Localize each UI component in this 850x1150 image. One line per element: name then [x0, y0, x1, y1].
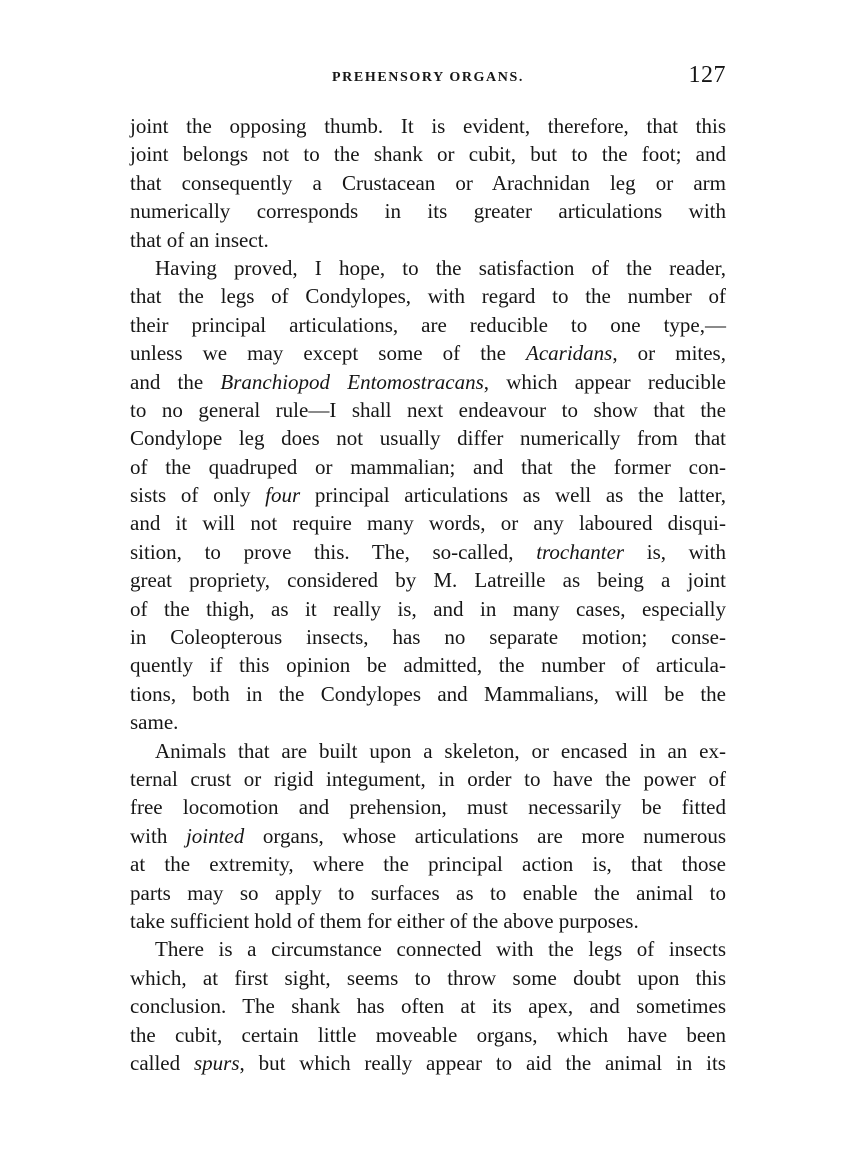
italic-term: Branchiopod Entomostracans — [220, 369, 484, 394]
page-number: 127 — [688, 62, 726, 88]
text-line: There is a circumstance connected with the legs of insects — [155, 937, 726, 962]
text-line: quently if this opinion be admitted, the number of articula- — [130, 653, 726, 678]
text-line: that consequently a Crustacean or Arachnidan leg or arm — [130, 170, 726, 195]
text-line — [130, 1049, 726, 1077]
text-line: free locomotion and prehension, must necessarily be fitted — [130, 795, 726, 820]
text-line — [130, 822, 726, 850]
paragraph-1 — [130, 112, 726, 254]
paragraph-4 — [130, 935, 726, 1077]
text-line: which, at first sight, seems to throw some doubt upon this — [130, 965, 726, 990]
text-run: sists of only — [130, 483, 266, 508]
running-head — [130, 62, 726, 92]
paragraph-3 — [130, 737, 726, 936]
text-line: conclusion. The shank has often at its apex, and sometimes — [130, 994, 726, 1019]
italic-term: four — [265, 483, 301, 508]
text-line — [130, 538, 726, 566]
body-text — [130, 112, 726, 1077]
text-run: called — [130, 1050, 194, 1075]
text-run: , which appear reducible — [483, 369, 727, 394]
italic-term: jointed — [185, 823, 245, 848]
text-line: of the thigh, as it really is, and in many cases, especially — [130, 596, 726, 621]
text-line: Condylope leg does not usually differ numerically from that — [130, 426, 726, 451]
text-line: at the extremity, where the principal action is, that those — [130, 852, 726, 877]
text-line: same. — [130, 710, 179, 735]
text-line: and it will not require many words, or any laboured disqui- — [130, 511, 726, 536]
text-line: joint the opposing thumb. It is evident, therefore, that this — [130, 114, 726, 138]
text-run: with — [130, 823, 186, 848]
text-run: and the — [130, 369, 221, 394]
italic-term: Acaridans — [526, 341, 613, 366]
paragraph-2 — [130, 254, 726, 737]
text-line: take sufficient hold of them for either of the above purposes. — [130, 908, 639, 933]
text-line: their principal articulations, are reducible to one type,— — [130, 312, 726, 337]
text-line: that the legs of Condylopes, with regard to the number of — [130, 284, 726, 309]
text-line: of the quadruped or mammalian; and that the former con- — [130, 454, 726, 479]
text-line — [130, 481, 726, 509]
text-line: great propriety, considered by M. Latreille as being a joint — [130, 568, 726, 593]
text-line: ternal crust or rigid integument, in order to have the power of — [130, 766, 726, 791]
text-run: principal articulations as well as the latter, — [300, 483, 726, 508]
text-run: unless we may except some of the — [130, 341, 526, 366]
text-line: parts may so apply to surfaces as to enable the animal to — [130, 880, 726, 905]
text-line: numerically corresponds in its greater articulations with — [130, 199, 726, 224]
text-run: , or mites, — [612, 341, 726, 366]
text-line: Having proved, I hope, to the satisfaction of the reader, — [155, 255, 726, 280]
text-run: sition, to prove this. The, so-called, — [130, 539, 537, 564]
text-run: organs, whose articulations are more numerous — [244, 823, 726, 848]
text-line: in Coleopterous insects, has no separate motion; conse- — [130, 625, 726, 650]
text-line: the cubit, certain little moveable organs, which have been — [130, 1022, 726, 1047]
text-line: Animals that are built upon a skeleton, or encased in an ex- — [155, 738, 726, 763]
italic-term: spurs — [193, 1050, 240, 1075]
text-line: that of an insect. — [130, 227, 269, 252]
italic-term: trochanter — [536, 539, 625, 564]
running-title: PREHENSORY ORGANS. — [332, 70, 524, 85]
text-run: is, with — [624, 539, 727, 564]
text-run: , but which really appear to aid the animal in its — [239, 1050, 726, 1075]
text-line — [130, 339, 726, 367]
text-line: tions, both in the Condylopes and Mammalians, will be the — [130, 681, 726, 706]
text-line: to no general rule—I shall next endeavour to show that the — [130, 397, 726, 422]
text-line — [130, 368, 726, 396]
text-line: joint belongs not to the shank or cubit, but to the foot; and — [130, 142, 726, 167]
